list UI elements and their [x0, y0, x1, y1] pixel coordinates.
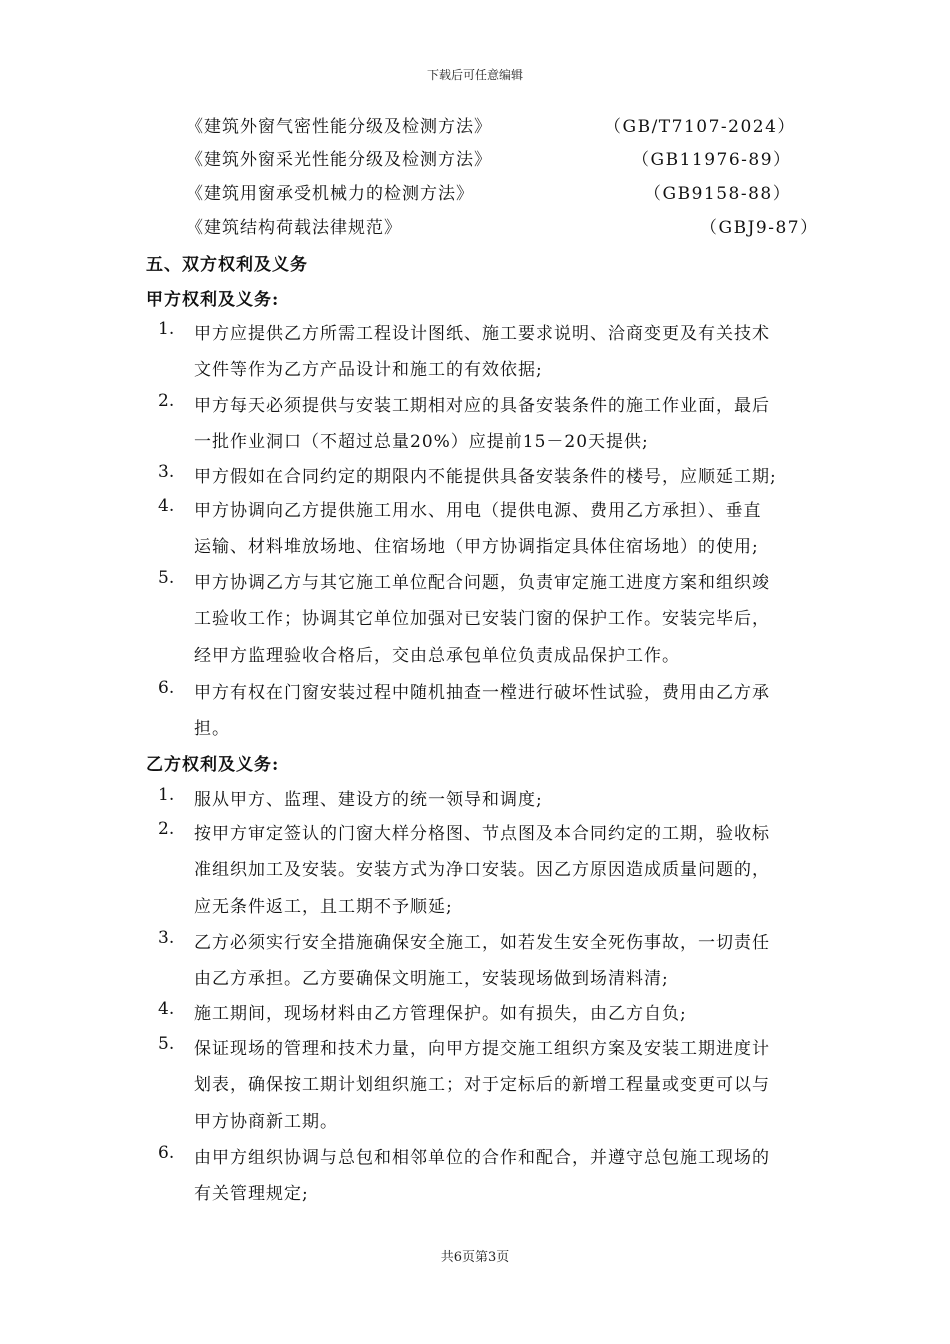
item-text: 经甲方监理验收合格后，交由总承包单位负责成品保护工作。: [194, 646, 680, 666]
item-text: 划表，确保按工期计划组织施工；对于定标后的新增工程量或变更可以与: [194, 1075, 770, 1095]
standard-row: [186, 213, 819, 239]
item-text: 保证现场的管理和技术力量，向甲方提交施工组织方案及安装工期进度计: [194, 1039, 770, 1059]
item-text: 文件等作为乙方产品设计和施工的有效依据;: [194, 360, 543, 380]
item-text: 由乙方承担。乙方要确保文明施工，安装现场做到场清料清;: [194, 969, 669, 989]
item-number: 1.: [158, 785, 175, 805]
item-text: 工验收工作；协调其它单位加强对已安装门窗的保护工作。安装完毕后，: [194, 609, 770, 629]
item-text: 施工期间，现场材料由乙方管理保护。如有损失，由乙方自负;: [194, 1004, 687, 1024]
item-number: 2.: [158, 391, 175, 411]
item-number: 6.: [158, 1143, 175, 1163]
standard-code: （GB/T7107-2024）: [604, 117, 796, 137]
standard-code: （GB9158-88）: [644, 184, 792, 204]
item-text: 乙方必须实行安全措施确保安全施工，如若发生安全死伤事故，一切责任: [194, 933, 770, 953]
item-text: 由甲方组织协调与总包和相邻单位的合作和配合，并遵守总包施工现场的: [194, 1148, 770, 1168]
item-text: 甲方协调乙方与其它施工单位配合问题，负责审定施工进度方案和组织竣: [194, 573, 770, 593]
item-text: 甲方假如在合同约定的期限内不能提供具备安装条件的楼号，应顺延工期;: [194, 467, 777, 487]
item-text: 准组织加工及安装。安装方式为净口安装。因乙方原因造成质量问题的，: [194, 860, 770, 880]
item-text: 运输、材料堆放场地、住宿场地（甲方协调指定具体住宿场地）的使用;: [194, 537, 759, 557]
page-header: 下载后可任意编辑: [426, 68, 523, 82]
standard-row: [186, 179, 806, 205]
item-text: 甲方有权在门窗安装过程中随机抽查一樘进行破坏性试验，费用由乙方承: [194, 683, 770, 703]
item-text: 甲方协商新工期。: [194, 1112, 338, 1132]
item-number: 5.: [158, 1034, 175, 1054]
standard-name: 《建筑用窗承受机械力的检测方法》: [186, 184, 474, 204]
item-number: 3.: [158, 462, 175, 482]
item-number: 5.: [158, 568, 175, 588]
item-number: 3.: [158, 928, 175, 948]
standard-code: （GB11976-89）: [632, 150, 792, 170]
item-text: 服从甲方、监理、建设方的统一领导和调度;: [194, 790, 543, 810]
item-text: 甲方应提供乙方所需工程设计图纸、施工要求说明、洽商变更及有关技术: [194, 324, 770, 344]
item-text: 甲方协调向乙方提供施工用水、用电（提供电源、费用乙方承担）、垂直: [194, 501, 762, 521]
item-text: 一批作业洞口（不超过总量20%）应提前15－20天提供;: [194, 432, 649, 452]
standard-name: 《建筑结构荷载法律规范》: [186, 218, 402, 238]
standard-name: 《建筑外窗采光性能分级及检测方法》: [186, 150, 492, 170]
item-number: 4.: [158, 999, 175, 1019]
item-text: 应无条件返工，且工期不予顺延;: [194, 897, 453, 917]
item-text: 甲方每天必须提供与安装工期相对应的具备安装条件的施工作业面，最后: [194, 396, 770, 416]
standard-row: [186, 145, 806, 171]
item-text: 担。: [194, 719, 230, 739]
item-number: 4.: [158, 496, 175, 516]
section-title: 五、双方权利及义务: [146, 255, 308, 275]
party-a-title: 甲方权利及义务:: [146, 290, 280, 310]
item-number: 6.: [158, 678, 175, 698]
item-number: 2.: [158, 819, 175, 839]
standard-code: （GBJ9-87）: [700, 218, 819, 238]
item-text: 按甲方审定签认的门窗大样分格图、节点图及本合同约定的工期，验收标: [194, 824, 770, 844]
party-b-title: 乙方权利及义务:: [146, 755, 280, 775]
standard-name: 《建筑外窗气密性能分级及检测方法》: [186, 117, 492, 137]
item-text: 有关管理规定;: [194, 1184, 309, 1204]
page-footer: 共6页第3页: [440, 1250, 510, 1265]
item-number: 1.: [158, 319, 175, 339]
standard-row: [186, 112, 806, 138]
